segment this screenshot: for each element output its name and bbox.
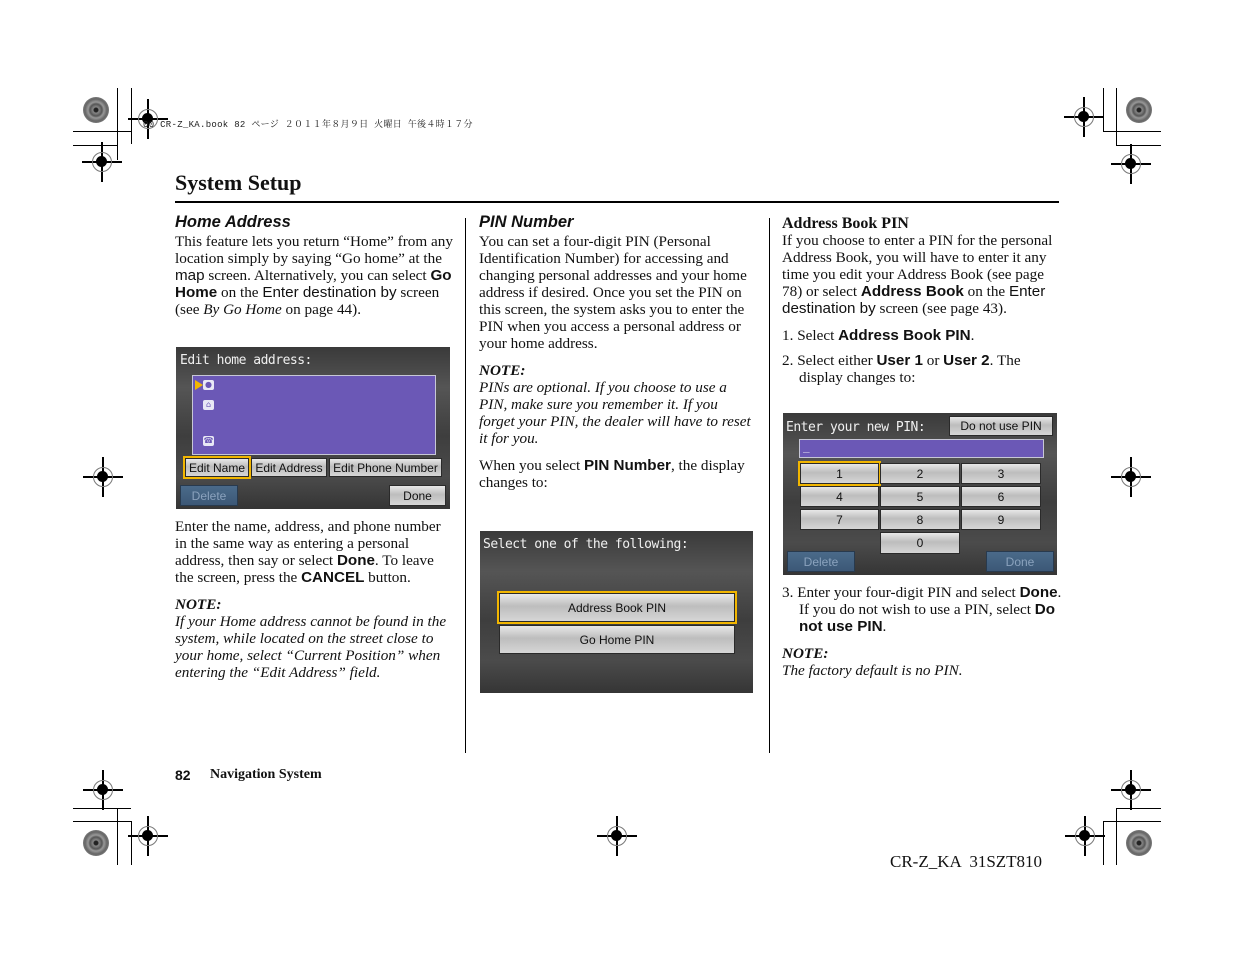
text-run: . The display changes to: [799, 352, 1021, 386]
text-run: on page 44). [281, 301, 361, 318]
page-number: 82 [175, 767, 191, 783]
rich-paragraph [175, 518, 455, 586]
section-heading: PIN Number [479, 213, 574, 231]
note-text: PINs are optional. If you choose to use a PIN, make sure you remember it. If you forget your PIN, the dealer will have to reset it for you. [479, 379, 751, 447]
rich-paragraph [782, 232, 1062, 317]
text-run: map [175, 267, 205, 284]
rich-paragraph [479, 457, 757, 491]
screen-title: Enter your new PIN: [786, 420, 926, 435]
keypad-key-8[interactable]: 8 [880, 509, 960, 530]
text-run: If you choose to enter a PIN for the personal Address Book, you will have to enter it any time you edit your Address Book (see page 78) or select [782, 232, 1053, 300]
text-run: Enter destination by [782, 283, 1046, 317]
registration-mark-icon [83, 770, 123, 810]
text-run: . To leave the screen, press the [175, 552, 434, 586]
text-run: Address Book [860, 283, 964, 300]
screen-title: Select one of the following: [483, 537, 689, 552]
edit-home-address-screen [176, 347, 450, 509]
registration-disc-icon [1126, 830, 1152, 856]
text-run: Enter the name, address, and phone number in the same way as entering a personal address, then say or select [175, 518, 441, 569]
done-button[interactable]: Done [389, 485, 446, 506]
text-run: or [922, 352, 944, 369]
registration-mark-icon [82, 142, 122, 182]
title-divider [175, 201, 1059, 203]
text-run: Address Book PIN [838, 327, 971, 344]
address-entry-panel [192, 375, 436, 455]
delete-button[interactable]: Delete [787, 551, 855, 572]
registration-mark-icon [1064, 97, 1104, 137]
text-run: CANCEL [301, 569, 365, 586]
page-title: System Setup [175, 170, 302, 195]
text-run: PIN Number [584, 457, 671, 474]
text-run: . [882, 618, 887, 635]
text-run: , the display changes to: [479, 457, 745, 491]
text-run: button. [364, 569, 411, 586]
registration-disc-icon [83, 97, 109, 123]
pin-input[interactable]: _ [799, 439, 1044, 458]
text-run: . [970, 327, 975, 344]
text-run: By Go Home [203, 301, 282, 318]
section-heading: Home Address [175, 213, 291, 231]
section-heading: Address Book PIN [782, 215, 909, 232]
text-run: This feature lets you return “Home” from any location simply by saying “Go home” at the [175, 233, 453, 267]
column-address-book-pin [782, 215, 1062, 396]
text-run: 1. Select [782, 327, 839, 344]
keypad-key-5[interactable]: 5 [880, 486, 960, 507]
keypad-key-6[interactable]: 6 [961, 486, 1041, 507]
keypad-key-3[interactable]: 3 [961, 463, 1041, 484]
column-address-book-pin-continued [782, 584, 1062, 679]
text-run: on the [963, 283, 1009, 300]
edit-name-button[interactable]: Edit Name [185, 458, 249, 477]
edit-phone-number-button[interactable]: Edit Phone Number [329, 458, 442, 477]
note-label: NOTE: [479, 362, 526, 379]
keypad-key-7[interactable]: 7 [800, 509, 879, 530]
rich-paragraph [175, 233, 455, 318]
text-run: Done [1019, 584, 1058, 601]
keypad-key-9[interactable]: 9 [961, 509, 1041, 530]
footer-section: Navigation System [210, 767, 322, 782]
text-run: screen (see page 43). [875, 300, 1007, 317]
column-pin-number [479, 214, 757, 501]
text-run: Enter destination by [262, 284, 397, 301]
selection-arrow-icon [195, 380, 203, 390]
screen-title: Edit home address: [180, 353, 312, 368]
registration-mark-icon [1111, 770, 1151, 810]
text-run: . If you do not wish to use a PIN, select [799, 584, 1062, 618]
column-home-address-continued [175, 518, 455, 681]
text-run: on the [217, 284, 263, 301]
text-run: screen. Alternatively, you can select [204, 267, 431, 284]
note-label: NOTE: [782, 645, 829, 662]
keypad-key-0[interactable]: 0 [880, 532, 960, 554]
text-run: Done [336, 552, 375, 569]
edit-address-button[interactable]: Edit Address [251, 458, 327, 477]
column-divider [465, 218, 466, 753]
note-text: The factory default is no PIN. [782, 662, 963, 679]
step-1 [782, 327, 1062, 344]
text-run: Do not use PIN [799, 601, 1056, 635]
text-run: 3. Enter your four-digit PIN and select [782, 584, 1020, 601]
address-icon: ⌂ [203, 400, 214, 410]
go-home-pin-button[interactable]: Go Home PIN [499, 625, 735, 654]
step-3 [782, 584, 1062, 635]
registration-mark-icon [83, 457, 123, 497]
delete-button[interactable]: Delete [180, 485, 238, 506]
column-home-address [175, 214, 455, 328]
select-pin-screen [480, 531, 753, 693]
registration-disc-icon [1126, 97, 1152, 123]
registration-mark-icon [1111, 457, 1151, 497]
text-run: Go Home [175, 267, 452, 301]
print-header: 00 CR-Z_KA.book 82 ページ ２０１１年８月９日 火曜日 午後４時１７分 [143, 120, 473, 130]
registration-mark-icon [597, 816, 637, 856]
text-run: User 2 [943, 352, 990, 369]
document-code: CR-Z_KA 31SZT810 [890, 852, 1043, 871]
keypad-key-2[interactable]: 2 [880, 463, 960, 484]
registration-mark-icon [1111, 144, 1151, 184]
registration-mark-icon [128, 816, 168, 856]
phone-icon: ☎ [203, 436, 214, 445]
note-text: If your Home address cannot be found in the system, while located on the street close to your home, select “Current Position” when entering the “Edit Address” field. [175, 613, 447, 681]
registration-disc-icon [83, 830, 109, 856]
registration-mark-icon [1065, 816, 1105, 856]
text-run: When you select [479, 457, 585, 474]
step-2 [782, 352, 1062, 386]
paragraph: You can set a four-digit PIN (Personal Identification Number) for accessing and changing personal addresses and your home address if desired. Once you set the PIN on this screen, the system asks you to enter the PIN when you access a personal address or your home address. [479, 233, 747, 352]
note-label: NOTE: [175, 596, 222, 613]
keypad-key-1[interactable]: 1 [800, 463, 879, 484]
keypad-key-4[interactable]: 4 [800, 486, 879, 507]
do-not-use-pin-button[interactable]: Do not use PIN [949, 416, 1053, 436]
text-run: 2. Select either [782, 352, 877, 369]
text-run: User 1 [876, 352, 923, 369]
text-run: screen (see [175, 284, 440, 318]
column-divider [769, 218, 770, 753]
name-icon: ● [203, 380, 214, 390]
address-book-pin-button[interactable]: Address Book PIN [499, 593, 735, 622]
enter-pin-screen [783, 413, 1057, 575]
done-button[interactable]: Done [986, 551, 1054, 572]
